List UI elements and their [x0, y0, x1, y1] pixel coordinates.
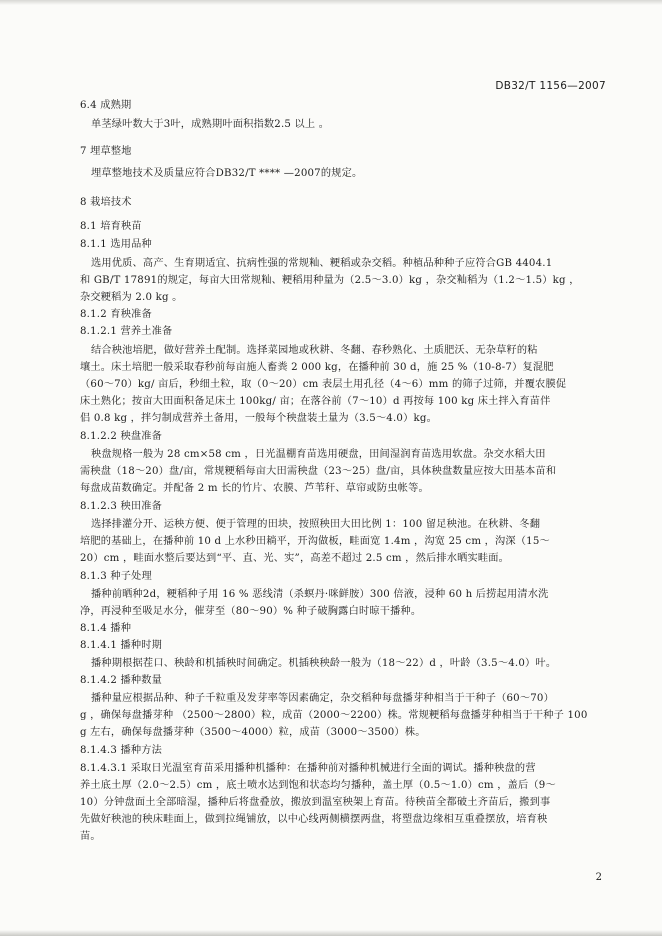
section-8-1-4-3-heading: 8.1.4.3 播种方法	[80, 745, 163, 756]
section-8-1-4-3-line: 养土底土厚（2.0～2.5）cm ，底土喷水达到饱和状态均匀播种，盖土厚（0.5～1.0）cm ，盖后（9～	[80, 780, 556, 791]
section-8-1-4-1-heading: 8.1.4.1 播种时期	[80, 640, 163, 651]
section-8-1-2-1-line: 侣 0.8 kg ，拌匀制成营养土备用，一般每个秧盘装土量为（3.5～4.0）kg。	[80, 413, 437, 424]
section-8-1-3-line: 播种前晒种2d，粳稻种子用 16 % 恶线清（杀螟丹·咪鲜胺）300 倍液，浸种 60 h 后捞起用清水洗	[91, 589, 549, 600]
section-8-1-4-2-line: g ，确保每盘播芽种 （2500～2800）粒，成苗（2000～2200）株。常规粳稻每盘播芽种相当于干种子 100	[80, 710, 588, 721]
section-8-1-2-2-heading: 8.1.2.2 秧盘准备	[80, 431, 163, 442]
section-8-1-2-3-line: 培肥的基础上，在播种前 10 d 上水秒田耥平，开沟做板，畦面宽 1.4m ，沟宽 25 cm ，沟深（15～	[80, 536, 550, 547]
section-8-1-heading: 8.1 培育秧苗	[80, 221, 142, 232]
section-8-1-4-3-line: 10）分钟盘面土全部暗湿，播种后将盘叠放，搬放到温室秧架上育苗。待秧苗全都破土齐苗后，搬到事	[80, 797, 551, 808]
section-8-1-2-1-line: 壤土。床土培肥一般采取春秒前每亩施人畜粪 2 000 kg，在播种前 30 d，施 25 %（10-8-7）复混肥	[80, 362, 554, 373]
section-7-heading: 7 埋草整地	[80, 146, 132, 157]
section-8-1-2-3-line: 20）cm ，畦面水整后要达到“平、直、光、实”，高差不超过 2.5 cm ，然后排水晒实畦面。	[80, 553, 510, 564]
section-8-1-2-1-line: 床土熟化；按亩大田面积备足床土 100kg/ 亩；在落谷前（7～10）d 再按每 100 kg 床土拌入育苗伴	[80, 396, 551, 407]
section-8-1-1-line: 选用优质、高产、生育期适宜、抗病性强的常规籼、粳稻或杂交稻。种植品种种子应符合GB 4404.1	[91, 258, 553, 269]
section-6-4-heading: 6.4 成熟期	[80, 100, 132, 111]
section-8-1-3-line: 净，再浸种至吸足水分，催芽至（80～90）% 种子破胸露白时晾干播种。	[80, 606, 422, 617]
section-7-text: 埋草整地技术及质量应符合DB32/T **** —2007的规定。	[91, 168, 363, 179]
section-8-1-1-line: 杂交粳稻为 2.0 kg 。	[80, 292, 183, 303]
section-8-1-3-heading: 8.1.3 种子处理	[80, 571, 152, 582]
scan-edge-bottom	[0, 930, 662, 936]
section-8-1-2-1-line: 结合秧池培肥，做好营养土配制。选择菜园地或秋耕、冬翻、春秒熟化、土质肥沃、无杂草籽的粘	[91, 345, 538, 356]
page-number: 2	[595, 872, 602, 883]
section-8-1-4-2-heading: 8.1.4.2 播种数量	[80, 675, 163, 686]
section-8-1-1-line: 和 GB/T 17891的规定，每亩大田常规籼、粳稻用种量为（2.5～3.0）kg ，杂交籼稻为（1.2～1.5）kg ，	[80, 275, 580, 286]
section-8-1-4-3-line: 8.1.4.3.1 采取日光温室育苗采用播种机播种：在播种前对播种机械进行全面的调试。播种秧盘的营	[80, 763, 536, 774]
section-8-heading: 8 栽培技术	[80, 197, 132, 208]
section-6-4-text: 单茎绿叶数大于3叶，成熟期叶面积指数2.5 以上 。	[91, 119, 330, 130]
section-8-1-4-3-line: 苗。	[80, 831, 101, 842]
section-8-1-4-1-line: 播种期根据茬口、秧龄和机插秧时间确定。机插秧秧龄一般为（18～22）d ，叶龄（3.5～4.0）叶。	[91, 658, 557, 669]
section-8-1-2-3-line: 选择排灌分开、运秧方便、便于管理的田块，按照秧田大田比例 1：100 留足秧池。在秋耕、冬翻	[91, 519, 541, 530]
section-8-1-2-heading: 8.1.2 育秧准备	[80, 309, 152, 320]
scan-edge-top	[0, 0, 662, 5]
section-8-1-1-heading: 8.1.1 选用品种	[80, 239, 152, 250]
section-8-1-2-2-line: 每盘成苗数确定。并配备 2 m 长的竹片、农膜、芦苇秆、草帘或防虫帐等。	[80, 483, 429, 494]
section-8-1-2-2-line: 需秧盘（18～20）盘/亩，常规粳稻每亩大田需秧盘（23～25）盘/亩，具体秧盘数量应按大田基本苗和	[80, 466, 557, 477]
section-8-1-2-1-heading: 8.1.2.1 营养土准备	[80, 326, 173, 337]
section-8-1-4-heading: 8.1.4 播种	[80, 623, 132, 634]
section-8-1-2-1-line: （60～70）kg/ 亩后，秒细土粒，取（0～20）cm 表层土用孔径（4～6）mm 的筛子过筛，并覆农膜促	[80, 379, 567, 390]
section-8-1-4-2-line: 播种量应根据品种、种子千粒重及发芽率等因素确定，杂交稻种每盘播芽种相当于干种子（60～70）	[91, 693, 554, 704]
section-8-1-2-3-heading: 8.1.2.3 秧田准备	[80, 501, 163, 512]
document-id: DB32/T 1156—2007	[495, 80, 606, 92]
section-8-1-4-2-line: g 左右，确保每盘播芽种（3500～4000）粒，成苗（3000～3500）株。	[80, 727, 426, 738]
section-8-1-2-2-line: 秧盘规格一般为 28 cm×58 cm ，日光温棚育苗选用硬盘，田间湿润育苗选用软盘。杂交水稻大田	[91, 449, 546, 460]
section-8-1-4-3-line: 先做好秧池的秧床畦面上，做到拉绳铺放，以中心线两侧横摆两盘，将塑盘边缘相互重叠摆放，培育秧	[80, 814, 548, 825]
